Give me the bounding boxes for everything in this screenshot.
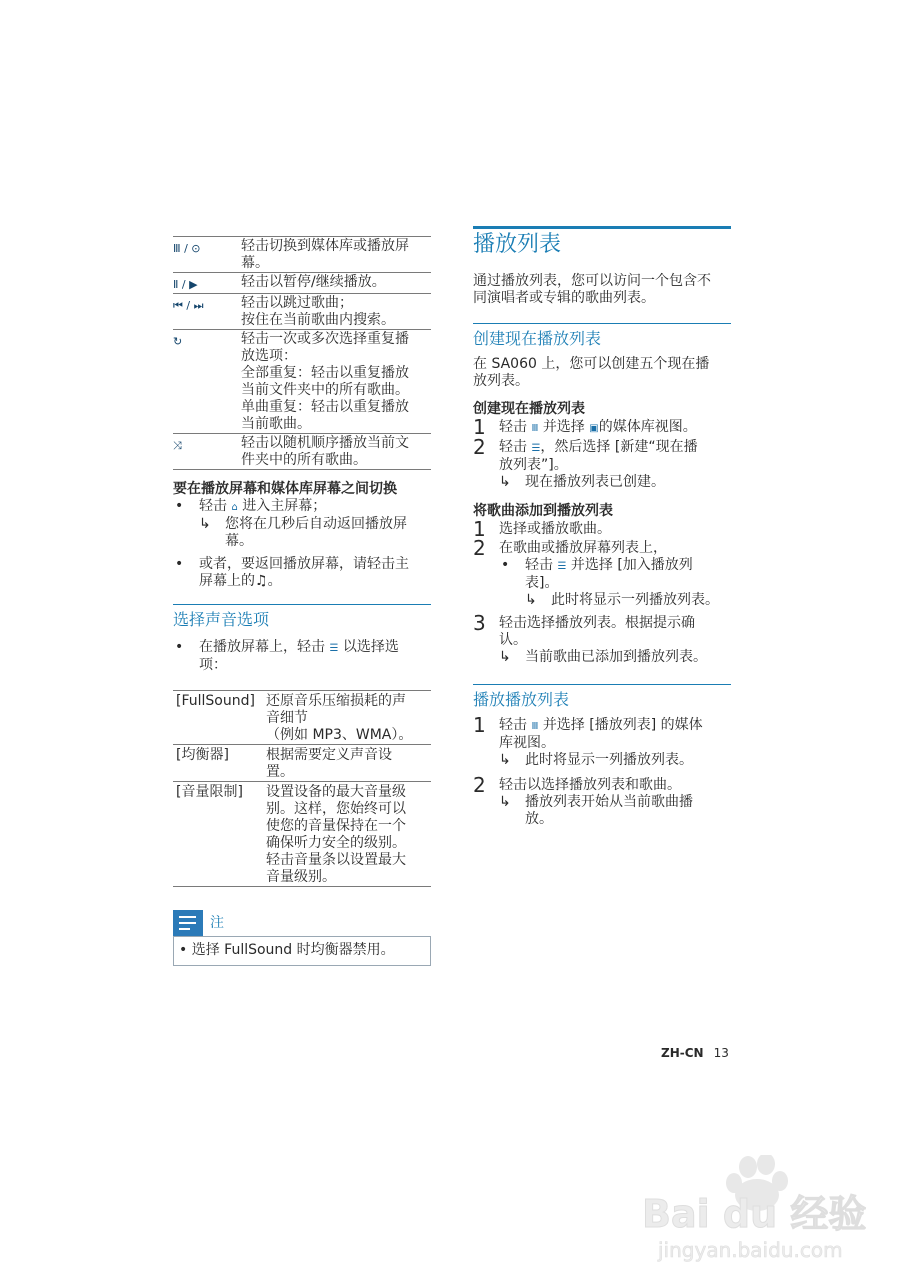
playlist-view-icon: ▣: [589, 423, 599, 434]
library-play-toggle-icon: Ⅲ / ⊙: [173, 237, 241, 273]
table-row: Ⅲ / ⊙ 轻击切换到媒体库或播放屏 幕。: [173, 237, 431, 273]
result-line: ↳ 播放列表开始从当前歌曲播 放。: [499, 794, 693, 827]
sound-options-table: [173, 690, 431, 887]
list-item: • 轻击 ⌂ 进入主屏幕； ↳ 您将在几秒后自动返回播放屏 幕。: [173, 498, 431, 550]
sound-intro-list: [173, 639, 431, 674]
watermark-url: jingyan.baidu.com: [658, 1238, 843, 1262]
home-icon: ⌂: [231, 502, 238, 513]
create-section-title: 创建现在播放列表: [473, 323, 731, 350]
library-icon: Ⅲ: [531, 423, 539, 434]
table-row: [均衡器] 根据需要定义声音设 置。: [173, 745, 431, 782]
result-arrow-icon: ↳: [525, 592, 537, 608]
step-item: 2 轻击以选择播放列表和歌曲。 ↳ 播放列表开始从当前歌曲播 放。: [473, 777, 731, 828]
result-arrow-icon: ↳: [499, 474, 511, 490]
table-row: ⤨ 轻击以随机顺序播放当前文 件夹中的所有歌曲。: [173, 434, 431, 470]
shuffle-icon: ⤨: [173, 434, 241, 470]
music-note-icon: ♫: [255, 573, 268, 589]
menu-icon: ☰: [557, 561, 567, 572]
step-item: 2 轻击 ☰，然后选择 [新建“现在播 放列表”]。 ↳ 现在播放列表已创建。: [473, 439, 731, 491]
note-icon: [173, 910, 203, 936]
create-para: 在 SA060 上，您可以创建五个现在播 放列表。: [473, 356, 710, 389]
result-arrow-icon: ↳: [199, 516, 211, 532]
note-text: 选择 FullSound 时均衡器禁用。: [191, 942, 395, 958]
result-line: ↳ 现在播放列表已创建。: [499, 474, 665, 490]
result-line: ↳ 此时将显示一列播放列表。: [499, 752, 693, 768]
menu-icon: ☰: [329, 643, 339, 654]
list-item: • 轻击 ☰ 并选择 [加入播放列 表]。 ↳ 此时将显示一列播放列表。: [499, 557, 731, 609]
page-footer: [661, 1045, 729, 1062]
table-row: ↻ 轻击一次或多次选择重复播 放选项： 全部重复：轻击以重复播放 当前文件夹中的所有歌曲。 单曲重复：轻击以重复播放 当前歌曲。: [173, 330, 431, 434]
step-item: 3 轻击选择播放列表。根据提示确 认。 ↳ 当前歌曲已添加到播放列表。: [473, 615, 731, 666]
step-item: 1 轻击 Ⅲ 并选择 ▣的媒体库视图。: [473, 415, 697, 439]
step-item: 1 轻击 Ⅲ 并选择 [播放列表] 的媒体 库视图。 ↳ 此时将显示一列播放列表。: [473, 717, 731, 769]
repeat-icon: ↻: [173, 330, 241, 434]
result-line: ↳ 您将在几秒后自动返回播放屏 幕。: [199, 516, 407, 549]
language-code: ZH-CN: [661, 1046, 704, 1060]
table-row: [音量限制] 设置设备的最大音量级 别。这样，您始终可以 使您的音量保持在一个 确保听力安全的级别。 轻击音量条以设置最大 音量级别。: [173, 782, 431, 887]
switch-list: [173, 498, 431, 590]
add-subheading: 将歌曲添加到播放列表: [473, 503, 613, 519]
right-column: [473, 226, 731, 828]
result-line: ↳ 当前歌曲已添加到播放列表。: [499, 649, 707, 665]
skip-icon: ⏮ / ⏭: [173, 294, 241, 330]
result-arrow-icon: ↳: [499, 649, 511, 665]
table-row: Ⅱ / ▶ 轻击以暂停/继续播放。: [173, 273, 431, 294]
list-item: • 或者，要返回播放屏幕，请轻击主 屏幕上的♫。: [175, 556, 409, 589]
play-section-title: 播放播放列表: [473, 684, 731, 711]
watermark-logo: [640, 1155, 890, 1265]
result-arrow-icon: ↳: [499, 794, 511, 810]
list-item: • 在播放屏幕上，轻击 ☰ 以选择选 项：: [175, 639, 399, 673]
page-number: 13: [713, 1046, 729, 1060]
sound-section-title: 选择声音选项: [173, 604, 431, 631]
playlist-intro: 通过播放列表，您可以访问一个包含不 同演唱者或专辑的歌曲列表。: [473, 273, 711, 306]
note-label: 注: [210, 914, 224, 931]
watermark-brand: Bai du 经验: [642, 1192, 867, 1236]
table-row: [FullSound] 还原音乐压缩损耗的声 音细节 （例如 MP3、WMA）。: [173, 691, 431, 745]
create-subheading: 创建现在播放列表: [473, 401, 585, 417]
step-item: 1 选择或播放歌曲。: [473, 517, 611, 541]
table-row: ⏮ / ⏭ 轻击以跳过歌曲； 按住在当前歌曲内搜索。: [173, 294, 431, 330]
result-line: ↳ 此时将显示一列播放列表。: [525, 592, 719, 608]
library-icon: Ⅲ: [531, 721, 539, 732]
page-title: 播放列表: [473, 232, 562, 257]
menu-icon: ☰: [531, 443, 541, 454]
step-item: 2 在歌曲或播放屏幕列表上， • 轻击 ☰ 并选择 [加入播放列 表]。 ↳ 此时将显示一列播放列表。: [473, 540, 731, 609]
note-box: 注 • 选择 FullSound 时均衡器禁用。: [173, 910, 431, 966]
pause-play-icon: Ⅱ / ▶: [173, 273, 241, 294]
switch-heading: 要在播放屏幕和媒体库屏幕之间切换: [173, 481, 397, 497]
result-arrow-icon: ↳: [499, 752, 511, 768]
controls-table: [173, 236, 431, 470]
left-column: [173, 236, 431, 966]
